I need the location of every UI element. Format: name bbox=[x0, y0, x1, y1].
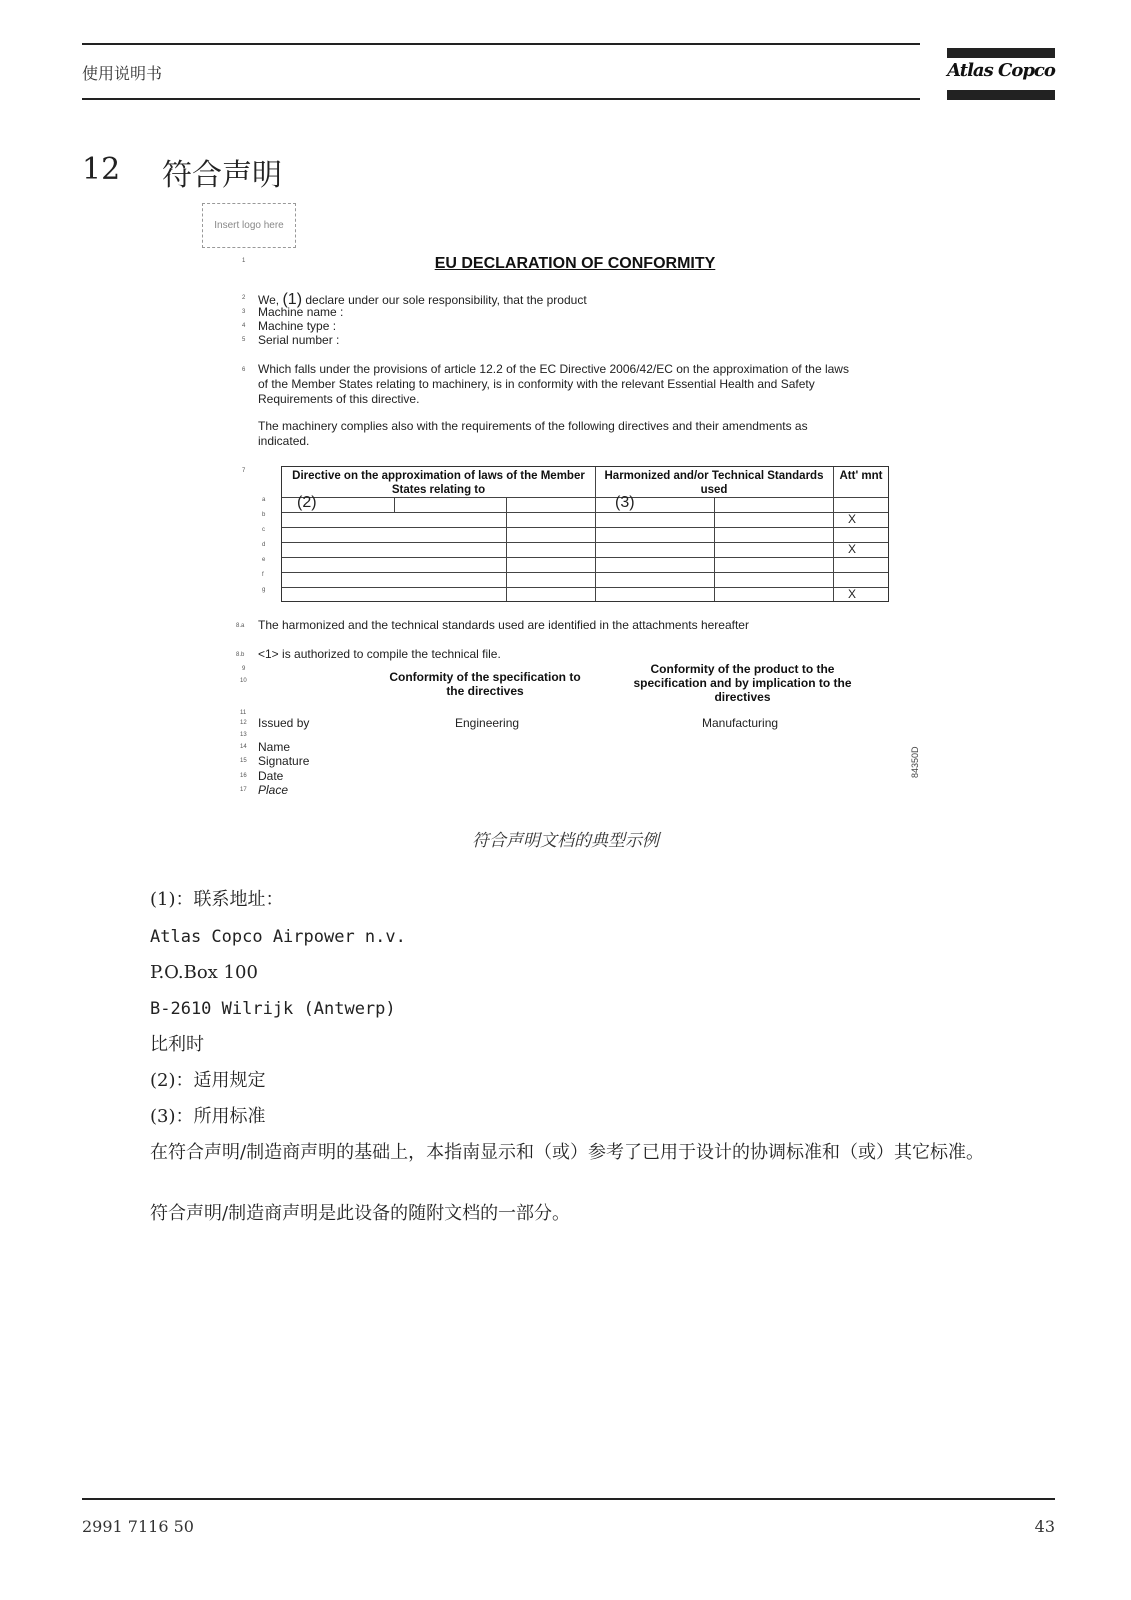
line-number: 2 bbox=[242, 295, 246, 301]
serial-number-label: Serial number : bbox=[258, 333, 340, 347]
attachment-mark: X bbox=[848, 542, 857, 556]
standards-marker: (3) bbox=[615, 494, 635, 511]
table-rule bbox=[282, 572, 888, 573]
row-letter: e bbox=[262, 557, 266, 563]
table-header-directive: Directive on the approximation of laws of the Member States relating to bbox=[292, 470, 585, 496]
line-number: 8.b bbox=[236, 652, 245, 658]
figure-caption: 符合声明文档的典型示例 bbox=[472, 831, 659, 851]
figure-id: 84350D bbox=[910, 746, 920, 778]
table-header-standards: Harmonized and/or Technical Standards used bbox=[604, 470, 824, 496]
line-number: 16 bbox=[240, 773, 247, 779]
header-bottom-rule bbox=[82, 98, 920, 100]
logo-placeholder: Insert logo here bbox=[202, 203, 296, 248]
line-number: 6 bbox=[242, 367, 246, 373]
conformity-spec-heading: Conformity of the specification to the directives bbox=[389, 670, 581, 698]
directive-marker: (2) bbox=[297, 494, 317, 511]
row-letter: f bbox=[262, 572, 264, 578]
directives-table bbox=[281, 466, 889, 602]
logo-top-bar bbox=[947, 48, 1055, 58]
address-city: B-2610 Wilrijk (Antwerp) bbox=[150, 999, 396, 1019]
section-title: 符合声明 bbox=[162, 158, 282, 193]
table-header-attachment: Att' mnt bbox=[839, 470, 883, 482]
we-suffix: declare under our sole responsibility, that the product bbox=[305, 293, 587, 307]
table-rule bbox=[282, 512, 888, 513]
attachment-mark: X bbox=[848, 512, 857, 526]
date-label: Date bbox=[258, 769, 284, 783]
note-standards-used: (3)：所用标准 bbox=[150, 1106, 266, 1127]
table-column-rule bbox=[714, 497, 715, 601]
line-number: 7 bbox=[242, 468, 246, 474]
issued-by-label: Issued by bbox=[258, 716, 310, 730]
conformity-product-heading: Conformity of the product to the specification and by implication to the directives bbox=[633, 662, 852, 704]
row-letter: d bbox=[262, 542, 266, 548]
place-label: Place bbox=[258, 783, 289, 797]
line-number: 10 bbox=[240, 678, 247, 684]
row-letter: a bbox=[262, 497, 266, 503]
machine-name-label: Machine name : bbox=[258, 305, 344, 319]
name-label: Name bbox=[258, 740, 291, 754]
paragraph-accompanying-docs: 符合声明/制造商声明是此设备的随附文档的一部分。 bbox=[150, 1203, 571, 1224]
address-po-box: P.O.Box 100 bbox=[150, 962, 258, 983]
declaration-figure bbox=[200, 200, 940, 810]
line-number: 11 bbox=[240, 710, 247, 716]
row-letter: b bbox=[262, 512, 266, 518]
row-letter: g bbox=[262, 587, 266, 593]
line-number: 4 bbox=[242, 323, 246, 329]
logo-text: Atlas Copco bbox=[947, 60, 1055, 81]
table-rule bbox=[282, 497, 888, 498]
we-prefix: We, bbox=[258, 293, 280, 307]
address-country: 比利时 bbox=[150, 1034, 204, 1055]
line-number: 15 bbox=[240, 758, 247, 764]
header-top-rule bbox=[82, 43, 920, 45]
signature-label: Signature bbox=[258, 754, 310, 768]
we-marker: (1) bbox=[282, 291, 303, 308]
attachment-mark: X bbox=[848, 587, 857, 601]
line-number: 9 bbox=[242, 666, 246, 672]
line-number: 5 bbox=[242, 337, 246, 343]
table-column-rule bbox=[833, 467, 834, 601]
section-number: 12 bbox=[82, 152, 121, 187]
document-number: 2991 7116 50 bbox=[82, 1517, 194, 1536]
line-number: 13 bbox=[240, 732, 247, 738]
page-number: 43 bbox=[1034, 1517, 1055, 1536]
line-number: 8.a bbox=[236, 623, 245, 629]
manufacturing-label: Manufacturing bbox=[702, 716, 779, 730]
footer-rule bbox=[82, 1498, 1055, 1500]
note-applicable-regulations: (2)：适用规定 bbox=[150, 1070, 266, 1091]
note-contact-address: (1)：联系地址： bbox=[150, 889, 284, 910]
table-rule bbox=[282, 587, 888, 588]
table-rule bbox=[282, 527, 888, 528]
complies-text: The machinery complies also with the requirements of the following directives and their amendments as indicated. bbox=[258, 419, 808, 448]
line-number: 17 bbox=[240, 787, 247, 793]
row-letter: c bbox=[262, 527, 265, 533]
line-number: 12 bbox=[240, 720, 247, 726]
provision-text: Which falls under the provisions of article 12.2 of the EC Directive 2006/42/EC on the approximation of the laws of the Member States relating to machinery, is in conformity with the relevant Essential Health and Safety Requirements of this directive. bbox=[258, 362, 849, 406]
line-number: 1 bbox=[242, 258, 246, 264]
table-rule bbox=[282, 557, 888, 558]
line-number: 14 bbox=[240, 744, 247, 750]
harmonized-note: The harmonized and the technical standards used are identified in the attachments hereafter bbox=[258, 618, 749, 632]
header-title: 使用说明书 bbox=[82, 64, 163, 83]
table-column-rule bbox=[595, 467, 596, 601]
declaration-title: EU DECLARATION OF CONFORMITY bbox=[434, 255, 716, 272]
address-company: Atlas Copco Airpower n.v. bbox=[150, 927, 406, 947]
table-column-rule bbox=[394, 497, 395, 512]
table-column-rule bbox=[506, 497, 507, 601]
logo-bottom-bar bbox=[947, 90, 1055, 100]
machine-type-label: Machine type : bbox=[258, 319, 337, 333]
authorized-note: <1> is authorized to compile the technical file. bbox=[258, 647, 501, 661]
atlas-copco-logo bbox=[947, 48, 1055, 102]
table-rule bbox=[282, 542, 888, 543]
paragraph-guidance: 在符合声明/制造商声明的基础上，本指南显示和（或）参考了已用于设计的协调标准和（或）其它标准。 bbox=[150, 1142, 985, 1163]
line-number: 3 bbox=[242, 309, 246, 315]
engineering-label: Engineering bbox=[455, 716, 520, 730]
